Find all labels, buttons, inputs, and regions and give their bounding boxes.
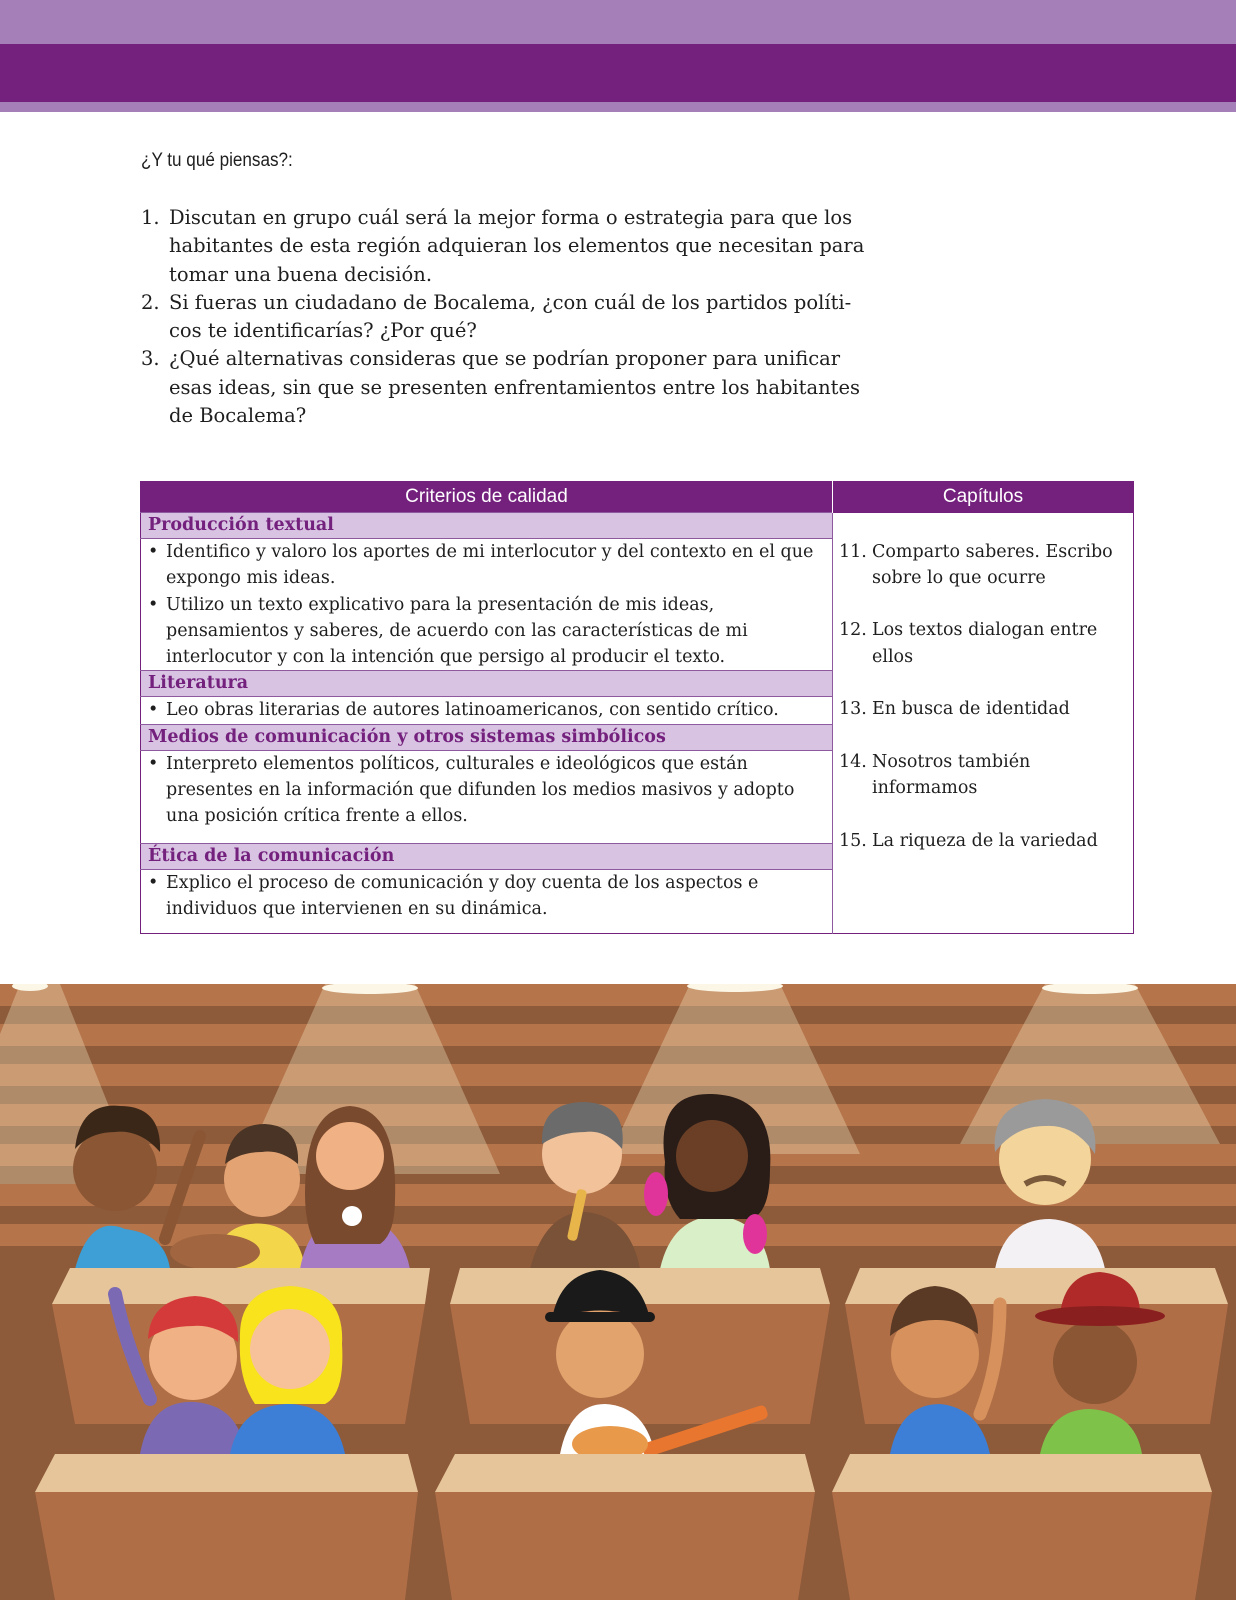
question-number: 2.	[141, 290, 160, 314]
section-body-medios	[141, 750, 833, 843]
criteria-header: Criterios de calidad	[141, 482, 833, 513]
criteria-item: • Identifico y valoro los aportes de mi interlocutor y del contexto en el que expongo mis ideas.	[148, 539, 825, 592]
chapter-item	[839, 539, 1127, 592]
chapter-number: 12.	[839, 620, 867, 641]
question-item	[141, 289, 881, 346]
question-text: ¿Qué alternativas consideras que se podrían proponer para unificar esas ideas, sin que se presenten enfrentamientos entre los habitantes de Bocalema?	[169, 347, 861, 428]
table-header-row	[141, 482, 1134, 513]
question-number: 1.	[141, 206, 160, 229]
chapter-title: Comparto saberes. Escribo sobre lo que ocurre	[872, 541, 1113, 588]
section-body-literatura	[141, 697, 833, 724]
chapter-title: La riqueza de la variedad	[872, 830, 1098, 851]
chapters-list	[833, 513, 1134, 934]
criteria-item: • Leo obras literarias de autores latinoamericanos, con sentido crítico.	[148, 697, 825, 723]
criteria-text: Explico el proceso de comunicación y doy cuenta de los aspectos e individuos que intervienen en su dinámica.	[166, 872, 759, 919]
chapter-item	[839, 696, 1127, 722]
chapter-title: En busca de identidad	[872, 699, 1070, 720]
section-heading-etica: Ética de la comunicación	[141, 843, 833, 869]
section-body-etica	[141, 869, 833, 934]
header-band-light-bottom	[0, 102, 1236, 112]
criteria-text: Utilizo un texto explicativo para la presentación de mis ideas, pensamientos y saberes, de acuerdo con las características de mi interlocutor y con la intención que persigo al producir el texto.	[166, 594, 748, 668]
question-item	[141, 345, 881, 430]
criteria-text: Identifico y valoro los aportes de mi interlocutor y del contexto en el que expongo mis ideas.	[166, 542, 814, 589]
section-body-produccion	[141, 539, 833, 671]
blonde-girl	[230, 1286, 345, 1454]
chapter-number: 15.	[839, 830, 867, 851]
criteria-item: • Utilizo un texto explicativo para la presentación de mis ideas, pensamientos y saberes, de acuerdo con las características de mi interlocutor y con la intención que persigo al producir el texto.	[148, 592, 825, 671]
question-list	[141, 204, 881, 430]
criteria-item: • Explico el proceso de comunicación y doy cuenta de los aspectos e individuos que intervienen en su dinámica.	[148, 870, 825, 923]
header-band-light	[0, 0, 1236, 44]
section-title: ¿Y tu qué piensas?:	[141, 150, 293, 171]
question-text: Discutan en grupo cuál será la mejor forma o estrategia para que los habitantes de esta región adquieran los elementos que necesitan para tomar una buena decisión.	[169, 206, 865, 286]
section-heading-literatura: Literatura	[141, 671, 833, 697]
chapter-number: 11.	[839, 541, 867, 562]
chapter-item	[839, 617, 1127, 670]
section-heading-produccion: Producción textual	[141, 513, 833, 539]
chapter-item	[839, 749, 1127, 802]
classroom-illustration	[0, 984, 1236, 1600]
chapter-number: 13.	[839, 699, 867, 720]
chapter-title: Los textos dialogan entre ellos	[872, 620, 1098, 667]
front-desks	[35, 1454, 1212, 1600]
question-number: 3.	[141, 347, 160, 371]
chapters-header: Capítulos	[833, 482, 1134, 513]
chapter-number: 14.	[839, 751, 867, 772]
header-band	[0, 44, 1236, 102]
criteria-text: Interpreto elementos políticos, culturales e ideológicos que están presentes en la información que difunden los medios masivos y adopto una posición crítica frente a ellos.	[166, 753, 795, 827]
section-header-row	[141, 513, 1134, 539]
chapter-item	[839, 828, 1127, 854]
criteria-item: • Interpreto elementos políticos, culturales e ideológicos que están presentes en la información que difunden los medios masivos y adopto una posición crítica frente a ellos.	[148, 751, 825, 830]
quality-criteria-table	[140, 481, 1134, 934]
question-text: Si fueras un ciudadano de Bocalema, ¿con cuál de los partidos políti-cos te identificarías? ¿Por qué?	[169, 290, 852, 343]
section-heading-medios: Medios de comunicación y otros sistemas simbólicos	[141, 724, 833, 750]
question-item	[141, 204, 881, 289]
chapter-title: Nosotros también informamos	[872, 751, 1031, 799]
criteria-text: Leo obras literarias de autores latinoamericanos, con sentido crítico.	[166, 700, 779, 721]
